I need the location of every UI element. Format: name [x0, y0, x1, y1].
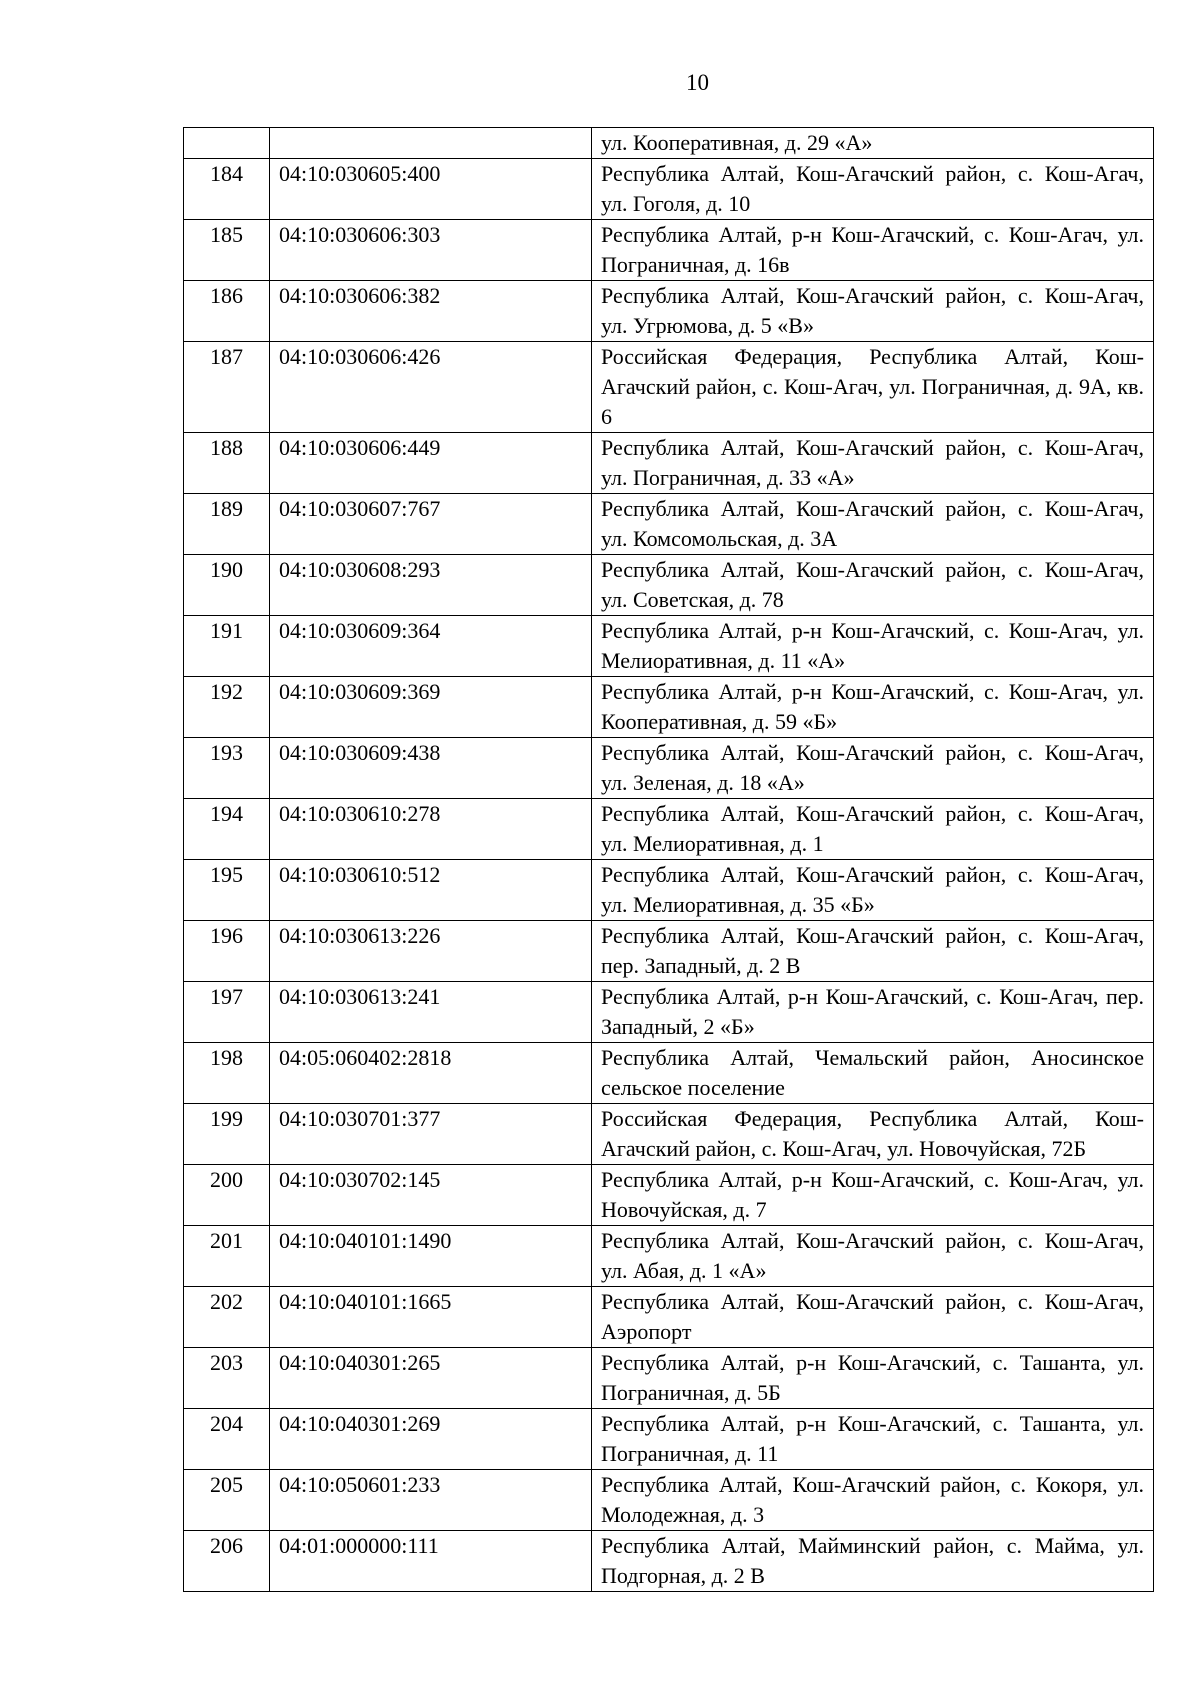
table-row	[184, 1043, 1154, 1104]
cadastral-number-cell: 04:10:040101:1665	[270, 1287, 592, 1348]
registry-table-body	[184, 128, 1154, 1592]
address-cell: Российская Федерация, Республика Алтай, Кош-Агачский район, с. Кош-Агач, ул. Пограничная, д. 9А, кв. 6	[592, 342, 1154, 433]
address-cell: Республика Алтай, р-н Кош-Агачский, с. Кош-Агач, ул. Кооперативная, д. 59 «Б»	[592, 677, 1154, 738]
page-number: 10	[686, 70, 709, 95]
cadastral-number-cell: 04:10:030613:226	[270, 921, 592, 982]
row-number-cell: 193	[184, 738, 270, 799]
row-number-cell: 203	[184, 1348, 270, 1409]
table-row	[184, 281, 1154, 342]
cadastral-number-cell: 04:10:030610:278	[270, 799, 592, 860]
address-cell: Республика Алтай, Кош-Агачский район, с. Кош-Агач, ул. Мелиоративная, д. 35 «Б»	[592, 860, 1154, 921]
cadastral-number-cell: 04:10:040301:265	[270, 1348, 592, 1409]
table-row	[184, 921, 1154, 982]
table-row	[184, 1531, 1154, 1592]
cadastral-number-cell: 04:10:030609:364	[270, 616, 592, 677]
table-row	[184, 1226, 1154, 1287]
table-row	[184, 1348, 1154, 1409]
address-cell: Республика Алтай, Чемальский район, Аносинское сельское поселение	[592, 1043, 1154, 1104]
address-cell: Республика Алтай, р-н Кош-Агачский, с. Кош-Агач, ул. Новочуйская, д. 7	[592, 1165, 1154, 1226]
address-cell: Российская Федерация, Республика Алтай, Кош-Агачский район, с. Кош-Агач, ул. Новочуйская, 72Б	[592, 1104, 1154, 1165]
table-row	[184, 1470, 1154, 1531]
table-row	[184, 342, 1154, 433]
row-number-cell: 205	[184, 1470, 270, 1531]
address-cell: Республика Алтай, р-н Кош-Агачский, с. Кош-Агач, ул. Мелиоративная, д. 11 «А»	[592, 616, 1154, 677]
table-row	[184, 1165, 1154, 1226]
address-cell: Республика Алтай, Кош-Агачский район, с. Кош-Агач, ул. Мелиоративная, д. 1	[592, 799, 1154, 860]
table-row	[184, 555, 1154, 616]
table-row	[184, 128, 1154, 159]
address-cell: Республика Алтай, Майминский район, с. Майма, ул. Подгорная, д. 2 В	[592, 1531, 1154, 1592]
row-number-cell: 187	[184, 342, 270, 433]
row-number-cell	[184, 128, 270, 159]
table-row	[184, 799, 1154, 860]
table-row	[184, 677, 1154, 738]
cadastral-number-cell	[270, 128, 592, 159]
row-number-cell: 197	[184, 982, 270, 1043]
cadastral-number-cell: 04:10:030702:145	[270, 1165, 592, 1226]
table-row	[184, 433, 1154, 494]
cadastral-number-cell: 04:10:030606:303	[270, 220, 592, 281]
row-number-cell: 186	[184, 281, 270, 342]
row-number-cell: 194	[184, 799, 270, 860]
row-number-cell: 199	[184, 1104, 270, 1165]
cadastral-number-cell: 04:10:030607:767	[270, 494, 592, 555]
cadastral-number-cell: 04:10:030610:512	[270, 860, 592, 921]
address-cell: Республика Алтай, Кош-Агачский район, с. Кош-Агач, ул. Советская, д. 78	[592, 555, 1154, 616]
address-cell: Республика Алтай, Кош-Агачский район, с. Кош-Агач, ул. Пограничная, д. 33 «А»	[592, 433, 1154, 494]
registry-table	[183, 127, 1154, 1592]
table-row	[184, 1409, 1154, 1470]
cadastral-number-cell: 04:10:050601:233	[270, 1470, 592, 1531]
address-cell: Республика Алтай, р-н Кош-Агачский, с. Кош-Агач, пер. Западный, 2 «Б»	[592, 982, 1154, 1043]
address-cell: Республика Алтай, р-н Кош-Агачский, с. Ташанта, ул. Пограничная, д. 5Б	[592, 1348, 1154, 1409]
address-cell: Республика Алтай, Кош-Агачский район, с. Кош-Агач, Аэропорт	[592, 1287, 1154, 1348]
row-number-cell: 206	[184, 1531, 270, 1592]
cadastral-number-cell: 04:10:040101:1490	[270, 1226, 592, 1287]
row-number-cell: 188	[184, 433, 270, 494]
cadastral-number-cell: 04:10:030701:377	[270, 1104, 592, 1165]
address-cell: Республика Алтай, Кош-Агачский район, с. Кокоря, ул. Молодежная, д. 3	[592, 1470, 1154, 1531]
address-cell: Республика Алтай, Кош-Агачский район, с. Кош-Агач, пер. Западный, д. 2 В	[592, 921, 1154, 982]
cadastral-number-cell: 04:01:000000:111	[270, 1531, 592, 1592]
cadastral-number-cell: 04:10:030609:369	[270, 677, 592, 738]
table-row	[184, 220, 1154, 281]
row-number-cell: 200	[184, 1165, 270, 1226]
cadastral-number-cell: 04:10:030609:438	[270, 738, 592, 799]
cadastral-number-cell: 04:05:060402:2818	[270, 1043, 592, 1104]
row-number-cell: 189	[184, 494, 270, 555]
address-cell: ул. Кооперативная, д. 29 «А»	[592, 128, 1154, 159]
table-row	[184, 982, 1154, 1043]
row-number-cell: 201	[184, 1226, 270, 1287]
row-number-cell: 204	[184, 1409, 270, 1470]
table-row	[184, 159, 1154, 220]
row-number-cell: 196	[184, 921, 270, 982]
cadastral-number-cell: 04:10:030608:293	[270, 555, 592, 616]
cadastral-number-cell: 04:10:030606:426	[270, 342, 592, 433]
address-cell: Республика Алтай, Кош-Агачский район, с. Кош-Агач, ул. Угрюмова, д. 5 «В»	[592, 281, 1154, 342]
table-row	[184, 738, 1154, 799]
cadastral-number-cell: 04:10:030606:382	[270, 281, 592, 342]
row-number-cell: 195	[184, 860, 270, 921]
address-cell: Республика Алтай, Кош-Агачский район, с. Кош-Агач, ул. Гоголя, д. 10	[592, 159, 1154, 220]
row-number-cell: 191	[184, 616, 270, 677]
table-row	[184, 1104, 1154, 1165]
address-cell: Республика Алтай, Кош-Агачский район, с. Кош-Агач, ул. Абая, д. 1 «А»	[592, 1226, 1154, 1287]
table-row	[184, 616, 1154, 677]
row-number-cell: 185	[184, 220, 270, 281]
row-number-cell: 202	[184, 1287, 270, 1348]
row-number-cell: 198	[184, 1043, 270, 1104]
address-cell: Республика Алтай, Кош-Агачский район, с. Кош-Агач, ул. Комсомольская, д. 3А	[592, 494, 1154, 555]
table-row	[184, 494, 1154, 555]
cadastral-number-cell: 04:10:030605:400	[270, 159, 592, 220]
cadastral-number-cell: 04:10:040301:269	[270, 1409, 592, 1470]
table-row	[184, 1287, 1154, 1348]
cadastral-number-cell: 04:10:030613:241	[270, 982, 592, 1043]
row-number-cell: 192	[184, 677, 270, 738]
row-number-cell: 190	[184, 555, 270, 616]
table-row	[184, 860, 1154, 921]
address-cell: Республика Алтай, р-н Кош-Агачский, с. Кош-Агач, ул. Пограничная, д. 16в	[592, 220, 1154, 281]
address-cell: Республика Алтай, Кош-Агачский район, с. Кош-Агач, ул. Зеленая, д. 18 «А»	[592, 738, 1154, 799]
cadastral-number-cell: 04:10:030606:449	[270, 433, 592, 494]
row-number-cell: 184	[184, 159, 270, 220]
address-cell: Республика Алтай, р-н Кош-Агачский, с. Ташанта, ул. Пограничная, д. 11	[592, 1409, 1154, 1470]
